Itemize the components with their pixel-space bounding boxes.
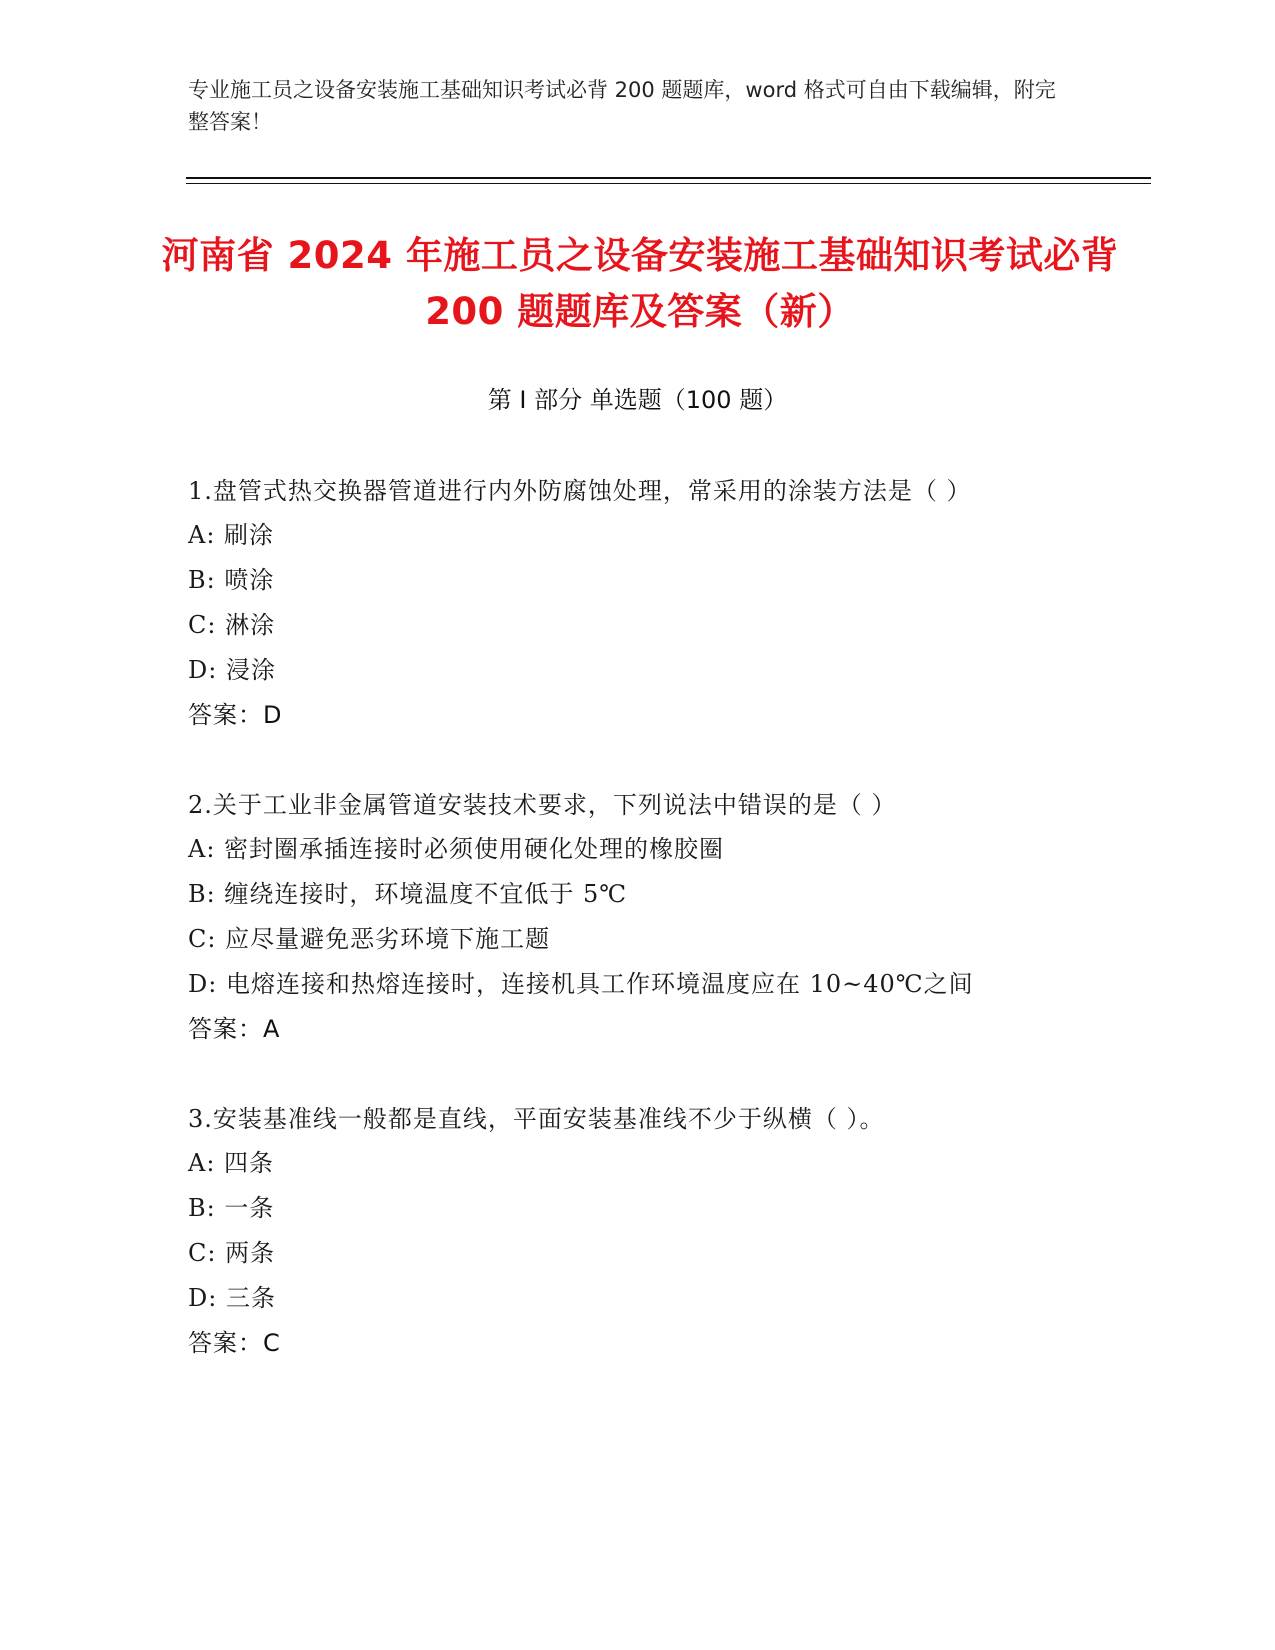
option-c: C: 两条 [188,1239,276,1267]
option-c: C: 应尽量避免恶劣环境下施工题 [188,925,551,953]
option-d: D: 三条 [188,1284,276,1312]
option-a: A: 密封圈承插连接时必须使用硬化处理的橡胶圈 [188,835,725,863]
option-d: D: 浸涂 [188,656,276,684]
header-note: 专业施工员之设备安装施工基础知识考试必背 200 题题库，word 格式可自由下载编辑，附完整答案！ [188,78,1056,134]
answer: 答案：A [188,1015,281,1043]
document-title: 河南省 2024 年施工员之设备安装施工基础知识考试必背 200 题题库及答案（新） [161,234,1119,333]
section-heading: 第 I 部分 单选题（100 题） [487,386,788,414]
option-a: A: 四条 [188,1149,275,1177]
question-list [188,470,1068,1412]
header-rule-thick [186,177,1151,179]
question-1 [188,470,1068,738]
header-rule-thin [186,183,1151,184]
question-stem: 3.安装基准线一般都是直线，平面安装基准线不少于纵横（ ）。 [188,1105,885,1133]
answer: 答案：C [188,1329,281,1357]
question-3 [188,1098,1068,1366]
question-stem: 1.盘管式热交换器管道进行内外防腐蚀处理，常采用的涂装方法是（ ） [188,477,972,505]
option-b: B: 一条 [188,1194,275,1222]
option-a: A: 刷涂 [188,521,275,549]
option-b: B: 缠绕连接时，环境温度不宜低于 5℃ [188,880,628,908]
question-2 [188,784,1068,1052]
option-b: B: 喷涂 [188,566,275,594]
option-d: D: 电熔连接和热熔连接时，连接机具工作环境温度应在 10~40℃之间 [188,970,974,998]
question-stem: 2.关于工业非金属管道安装技术要求，下列说法中错误的是（ ） [188,791,897,819]
option-c: C: 淋涂 [188,611,276,639]
answer: 答案：D [188,701,283,729]
